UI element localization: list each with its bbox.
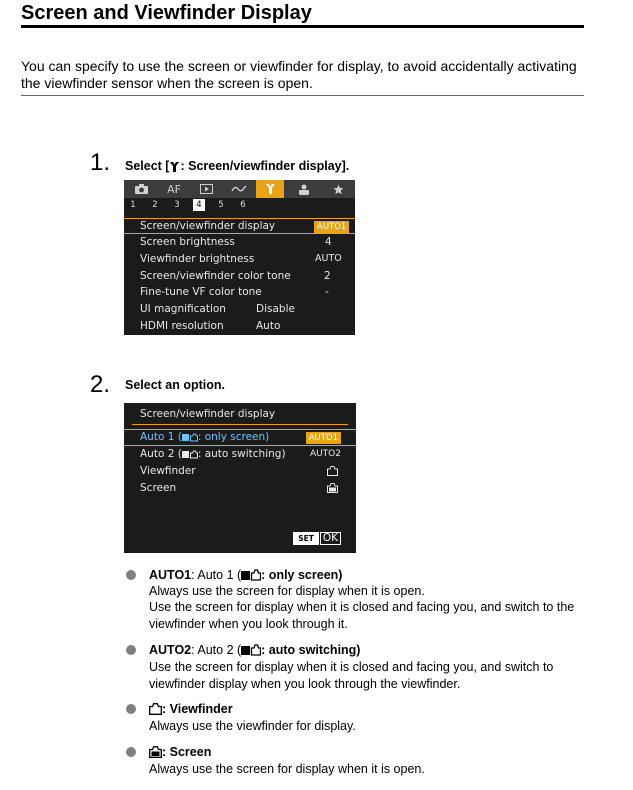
screen-viewfinder-icon xyxy=(241,569,261,581)
bullet-auto2-heading: AUTO2 : Auto 2 ( : auto switching) xyxy=(149,643,361,657)
star-icon xyxy=(333,184,344,195)
wave-icon xyxy=(231,184,247,194)
step-2-number: 2. xyxy=(90,371,111,398)
screen-title-rule xyxy=(132,424,348,425)
page-6[interactable]: 6 xyxy=(240,200,246,210)
bullet-auto2-line-1: Use the screen for display when it is closed and facing you, and switch to viewfinder display when you look through the viewfinder. xyxy=(149,660,554,691)
menu-row-screen-brightness[interactable]: Screen brightness 4 xyxy=(140,236,332,248)
option-screen[interactable]: Screen xyxy=(124,480,356,497)
option-viewfinder[interactable]: Viewfinder xyxy=(124,463,356,480)
bullet-viewfinder-line-1: Always use the viewfinder for display. xyxy=(149,719,356,733)
set-ok-button[interactable] xyxy=(293,532,341,545)
playback-icon xyxy=(200,184,213,194)
step-2-text: Select an option. xyxy=(125,378,226,392)
screen-icon xyxy=(327,483,338,493)
viewfinder-icon xyxy=(149,703,162,715)
menu-row-fine-tune-vf[interactable]: Fine-tune VF color tone - xyxy=(140,286,329,298)
tab-my-menu[interactable] xyxy=(324,180,352,198)
bullet-auto1-heading: AUTO1 : Auto 1 ( : only screen) xyxy=(149,568,343,582)
title-rule xyxy=(21,25,584,28)
bullet-dot xyxy=(126,747,136,757)
tab-wave[interactable] xyxy=(225,180,253,198)
intro-text: You can specify to use the screen or viewfinder for display, to avoid accidentally activating the viewfinder sensor when the screen is open. xyxy=(21,58,577,91)
menu-row-hdmi-resolution[interactable]: HDMI resolution Auto xyxy=(140,320,281,332)
menu-row-ui-magnification[interactable]: UI magnification Disable xyxy=(140,303,295,315)
bullet-auto1-line-1: Always use the screen for display when it is open. xyxy=(149,584,425,598)
screen-viewfinder-icon xyxy=(182,450,198,459)
wrench-icon xyxy=(265,183,276,195)
page-5[interactable]: 5 xyxy=(218,200,224,210)
auto1-badge: AUTO1 xyxy=(306,432,341,444)
bullet-auto1-line-2: Use the screen for display when it is closed and facing you, and switch to the viewfinder when you look through it. xyxy=(149,600,575,631)
auto2-badge: AUTO2 xyxy=(309,449,341,459)
bullet-screen-line-1: Always use the screen for display when it is open. xyxy=(149,762,425,776)
page-1[interactable]: 1 xyxy=(130,200,136,210)
screen-viewfinder-icon xyxy=(241,644,261,656)
set-badge: SET xyxy=(293,532,319,545)
custom-icon xyxy=(298,184,310,195)
tab-setup[interactable] xyxy=(256,180,284,198)
step-1-text: Select [ : Screen/viewfinder display]. xyxy=(125,159,350,173)
page-3[interactable]: 3 xyxy=(174,200,180,210)
menu-row-color-tone[interactable]: Screen/viewfinder color tone 2 xyxy=(140,270,331,282)
bullet-dot xyxy=(126,570,136,580)
camera-icon xyxy=(135,184,148,194)
bullet-dot xyxy=(126,704,136,714)
tab-playback[interactable] xyxy=(192,180,220,198)
ok-label: OK xyxy=(320,532,341,545)
tab-af[interactable] xyxy=(160,180,188,198)
camera-menu-screen-1 xyxy=(124,180,355,335)
option-auto2[interactable]: Auto 2 ( : auto switching) AUTO2 xyxy=(124,446,356,463)
bullet-screen-heading: : Screen xyxy=(149,744,211,760)
intro-rule xyxy=(21,95,584,96)
bullet-viewfinder-heading: : Viewfinder xyxy=(149,701,233,717)
af-icon: AF xyxy=(167,182,181,196)
camera-menu-screen-2 xyxy=(124,403,356,553)
tab-custom[interactable] xyxy=(290,180,318,198)
menu-tabs xyxy=(124,180,355,198)
screen-title: Screen/viewfinder display xyxy=(140,408,276,420)
screen-icon xyxy=(149,746,162,758)
screen-viewfinder-icon xyxy=(182,433,198,442)
menu-row-screen-viewfinder-display[interactable]: Screen/viewfinder display AUTO1 xyxy=(124,218,355,234)
wrench-icon xyxy=(169,161,180,173)
auto1-badge: AUTO1 xyxy=(314,221,349,233)
menu-pages xyxy=(124,198,355,212)
step-1-number: 1. xyxy=(90,149,111,176)
tab-camera[interactable] xyxy=(127,180,155,198)
page-title: Screen and Viewfinder Display xyxy=(21,2,312,24)
viewfinder-icon xyxy=(327,466,338,476)
bullet-dot xyxy=(126,645,136,655)
page-4[interactable]: 4 xyxy=(193,199,205,211)
menu-row-viewfinder-brightness[interactable]: Viewfinder brightness AUTO xyxy=(140,253,342,265)
option-auto1[interactable]: Auto 1 ( : only screen) AUTO1 xyxy=(124,429,356,446)
page-2[interactable]: 2 xyxy=(152,200,158,210)
